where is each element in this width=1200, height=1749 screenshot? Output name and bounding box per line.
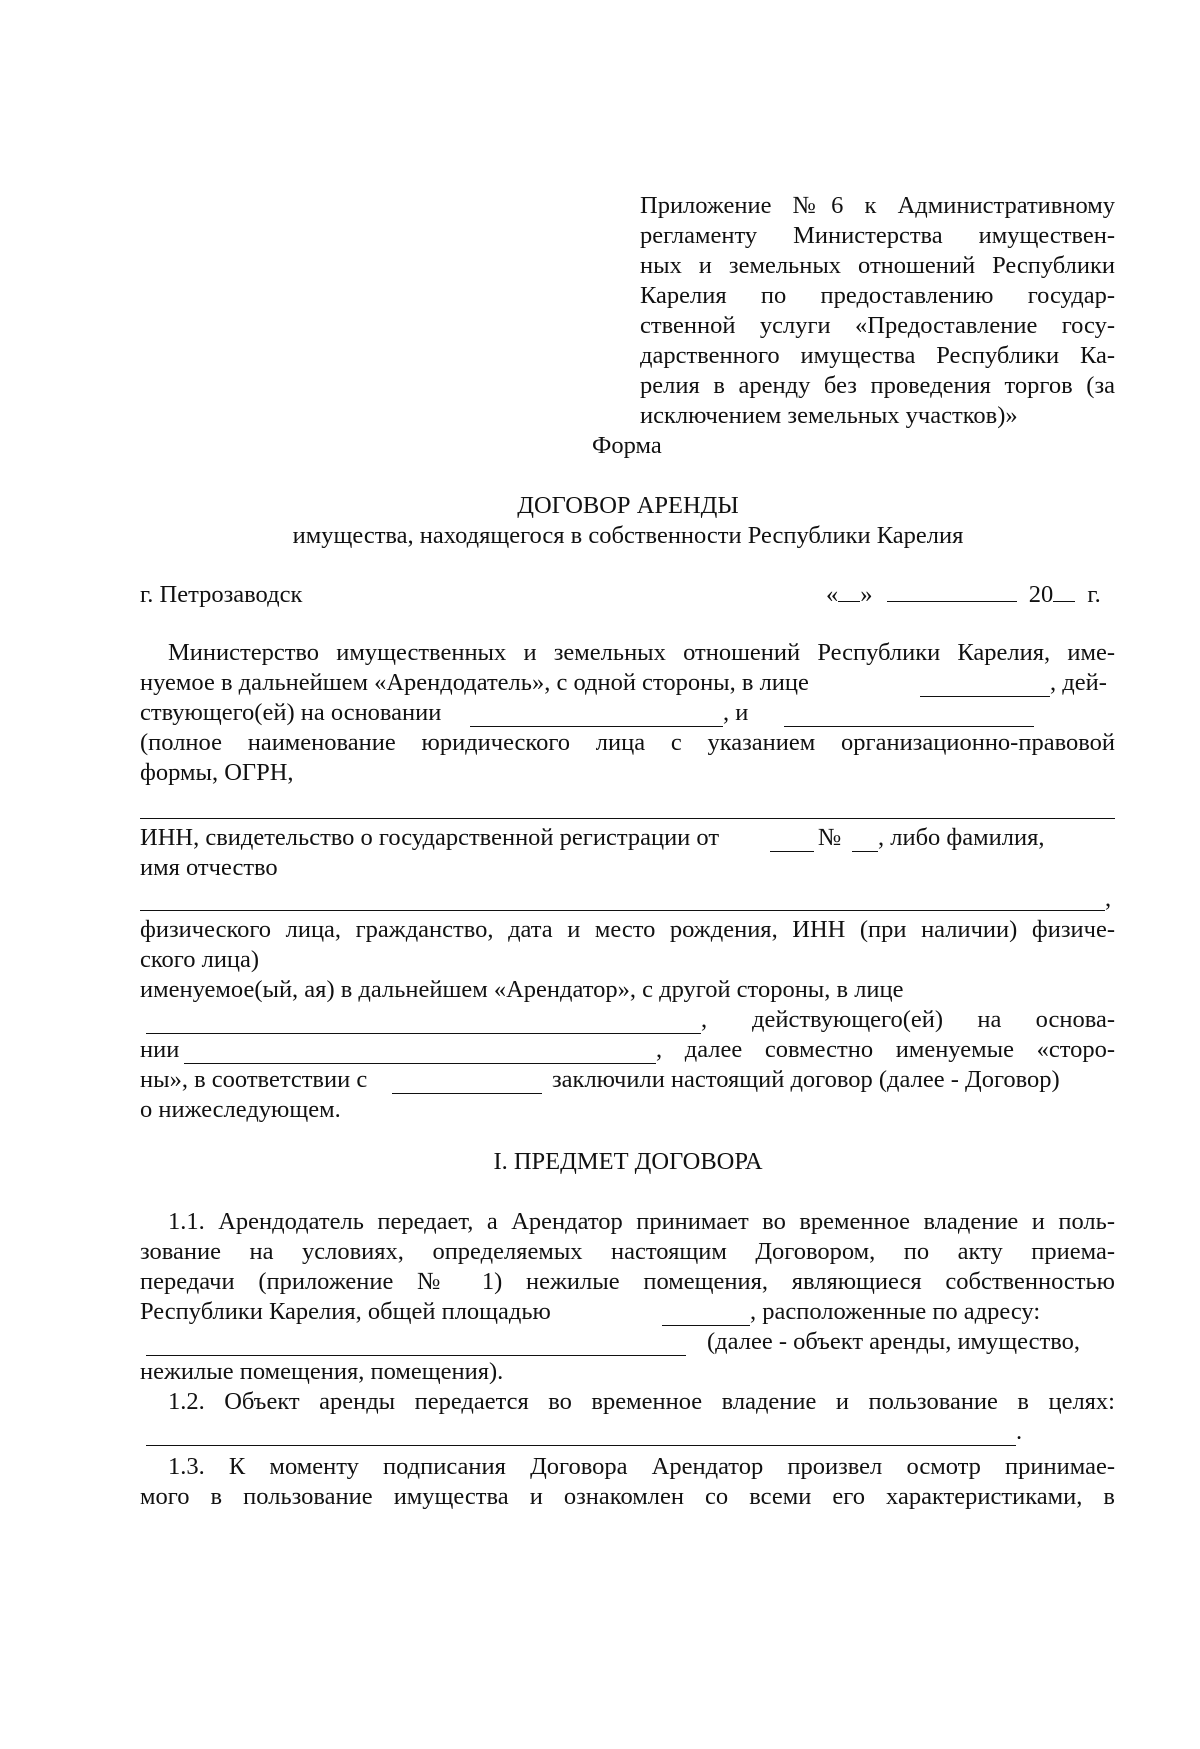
quote-close: »: [860, 581, 873, 608]
preamble-text: , и: [723, 699, 749, 726]
preamble-line: имя отчество: [140, 854, 278, 881]
tenant-name-blank: [784, 706, 1034, 727]
clause-line: нежилые помещения, помещения).: [140, 1358, 504, 1385]
preamble-line: ИНН, свидетельство о государственной регистрации от: [140, 824, 720, 851]
preamble-line: ского лица): [140, 946, 260, 973]
legal-entity-line: [140, 818, 1115, 819]
annex-line: Приложение №6 к Административному: [640, 192, 1115, 219]
preamble-line: ны», в соответствии с: [140, 1066, 368, 1093]
preamble-line: (полное наименование юридического лица с указанием организационно-правовой: [140, 729, 1115, 756]
clause-line: Республики Карелия, общей площадью: [140, 1298, 551, 1325]
day-blank: [838, 581, 860, 602]
preamble-line: формы, ОГРН,: [140, 759, 294, 786]
address-blank: [146, 1335, 686, 1356]
registration-number-blank: [852, 831, 878, 852]
preamble-text: , либо фамилия,: [878, 824, 1045, 851]
preamble-text: №: [818, 824, 842, 851]
city: г. Петрозаводск: [140, 581, 303, 608]
preamble-text: ,: [1105, 885, 1112, 912]
annex-line: ных и земельных отношений Республики: [640, 252, 1115, 279]
preamble-text: действующего(ей) на основа-: [752, 1006, 1115, 1033]
preamble-line: физического лица, гражданство, дата и место рождения, ИНН (при наличии) физиче-: [140, 916, 1115, 943]
clause-line: передачи (приложение № 1) нежилые помещения, являющиеся собственностью: [140, 1268, 1115, 1295]
registration-date-blank: [770, 831, 814, 852]
preamble-line: нуемое в дальнейшем «Арендодатель», с одной стороны, в лице: [140, 669, 809, 696]
annex-line: ственной услуги «Предоставление госу-: [640, 312, 1115, 339]
preamble-text: заключили настоящий договор (далее - Договор): [552, 1066, 1060, 1093]
document-title: ДОГОВОР АРЕНДЫ: [517, 492, 739, 519]
year-blank: [1053, 581, 1075, 602]
clause-line: 1.1. Арендодатель передает, а Арендатор принимает во временное владение и поль-: [168, 1208, 1115, 1235]
annex-line: регламенту Министерства имуществен-: [640, 222, 1115, 249]
area-blank: [662, 1305, 750, 1326]
quote-open: «: [826, 581, 839, 608]
section-heading: I. ПРЕДМЕТ ДОГОВОРА: [493, 1148, 763, 1175]
tenant-representative-blank: [146, 1013, 701, 1034]
law-basis-blank: [392, 1073, 542, 1094]
contract-date: [826, 580, 1101, 610]
month-blank: [887, 581, 1017, 602]
tenant-basis-blank: [184, 1043, 656, 1064]
clause-text: , расположенные по адресу:: [750, 1298, 1041, 1325]
preamble-text: ,: [701, 1006, 708, 1033]
form-label: Форма: [592, 432, 662, 459]
annex-line: исключением земельных участков)»: [640, 402, 1018, 429]
preamble-line: Министерство имущественных и земельных отношений Республики Карелия, име-: [168, 639, 1115, 666]
preamble-text: , далее совместно именуемые «сторо-: [656, 1036, 1115, 1063]
annex-line: релия в аренду без проведения торгов (за: [640, 372, 1115, 399]
basis-blank: [470, 706, 723, 727]
purpose-blank: [146, 1425, 1016, 1446]
clause-line: 1.3. К моменту подписания Договора Арендатор произвел осмотр принимае-: [168, 1453, 1115, 1480]
document-subtitle: имущества, находящегося в собственности Республики Карелия: [292, 522, 964, 549]
annex-line: Карелия по предоставлению государ-: [640, 282, 1115, 309]
representative-blank: [920, 676, 1050, 697]
year-prefix: 20: [1028, 581, 1054, 608]
individual-name-line: [140, 910, 1105, 911]
preamble-line: ствующего(ей) на основании: [140, 699, 442, 726]
annex-line: дарственного имущества Республики Ка-: [640, 342, 1115, 369]
preamble-text: , дей-: [1050, 669, 1107, 696]
clause-line: 1.2. Объект аренды передается во временное владение и пользование в целях:: [168, 1388, 1115, 1415]
preamble-line: о нижеследующем.: [140, 1096, 341, 1123]
clause-text: (далее - объект аренды, имущество,: [707, 1328, 1081, 1355]
clause-line: мого в пользование имущества и ознакомлен со всеми его характеристиками, в: [140, 1483, 1115, 1510]
preamble-line: именуемое(ый, ая) в дальнейшем «Арендатор», с другой стороны, в лице: [140, 976, 904, 1003]
year-suffix: г.: [1087, 581, 1101, 608]
preamble-line: нии: [140, 1036, 180, 1063]
clause-text: .: [1016, 1418, 1023, 1445]
clause-line: зование на условиях, определяемых настоящим Договором, по акту приема-: [140, 1238, 1115, 1265]
